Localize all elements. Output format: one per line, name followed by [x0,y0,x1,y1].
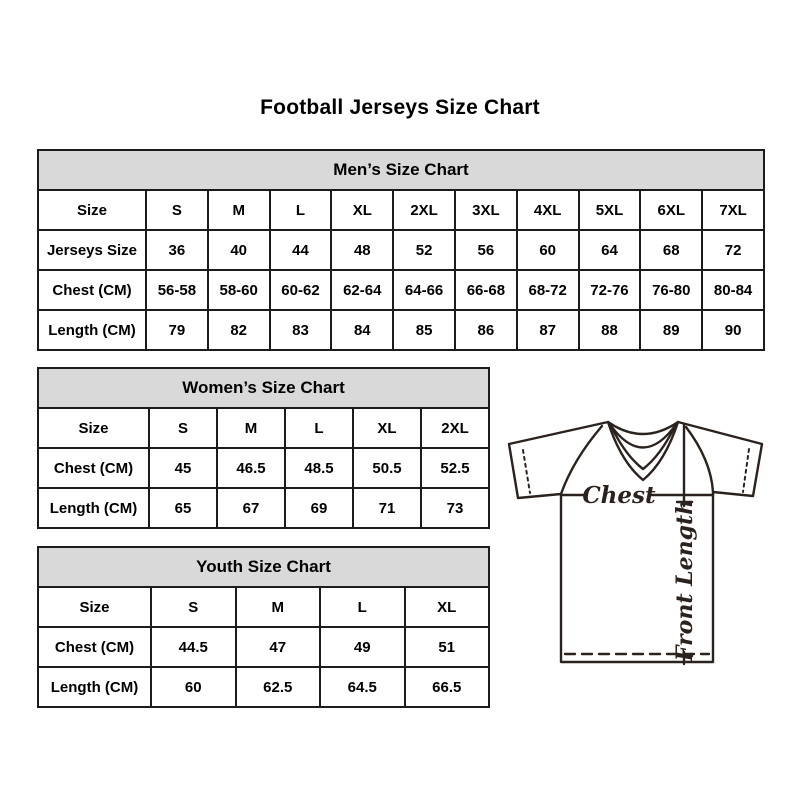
table-cell: 62.5 [236,667,321,707]
column-header: 2XL [393,190,455,230]
table-cell: 56 [455,230,517,270]
collar-band-line [609,423,677,448]
left-cuff-dashed-line [523,450,530,493]
table-cell: 60 [517,230,579,270]
column-header: M [217,408,285,448]
table-cell: 44 [270,230,332,270]
youth-size-chart-section [37,546,490,708]
table-cell: 65 [149,488,217,528]
table-cell: 44.5 [151,627,236,667]
column-header: L [320,587,405,627]
table-cell: 87 [517,310,579,350]
table-cell: 48.5 [285,448,353,488]
table-cell: 58-60 [208,270,270,310]
row-label: Chest (CM) [38,627,151,667]
table-cell: 68-72 [517,270,579,310]
table-cell: 68 [640,230,702,270]
table-cell: 46.5 [217,448,285,488]
table-cell: 49 [320,627,405,667]
right-cuff-dashed-line [743,449,749,492]
column-header: S [149,408,217,448]
row-label: Length (CM) [38,488,149,528]
column-header: XL [405,587,490,627]
table-row [38,627,489,667]
column-header: M [236,587,321,627]
table-row [38,230,764,270]
row-label: Jerseys Size [38,230,146,270]
row-label: Length (CM) [38,667,151,707]
jersey-icon [505,404,767,668]
table-cell: 72 [702,230,764,270]
column-header: XL [353,408,421,448]
table-cell: 66.5 [405,667,490,707]
table-row [38,310,764,350]
column-header: 4XL [517,190,579,230]
table-cell: 48 [331,230,393,270]
row-label: Size [38,587,151,627]
table-cell: 51 [405,627,490,667]
table-cell: 62-64 [331,270,393,310]
table-cell: 47 [236,627,321,667]
table-row [38,408,489,448]
front-length-label: Front Length [672,498,698,662]
row-label: Chest (CM) [38,270,146,310]
row-label: Chest (CM) [38,448,149,488]
table-cell: 64-66 [393,270,455,310]
table-cell: 64 [579,230,641,270]
table-cell: 60 [151,667,236,707]
table-cell: 88 [579,310,641,350]
page-title: Football Jerseys Size Chart [260,96,540,119]
table-header-row [38,150,764,190]
column-header: 2XL [421,408,489,448]
column-header: 7XL [702,190,764,230]
right-armhole-seam [686,427,713,492]
column-header: M [208,190,270,230]
table-cell: 67 [217,488,285,528]
table-cell: 60-62 [270,270,332,310]
row-label: Length (CM) [38,310,146,350]
column-header: XL [331,190,393,230]
table-row [38,190,764,230]
mens-table-title: Men’s Size Chart [38,150,764,190]
table-cell: 84 [331,310,393,350]
table-cell: 64.5 [320,667,405,707]
table-cell: 79 [146,310,208,350]
table-cell: 36 [146,230,208,270]
column-header: 3XL [455,190,517,230]
table-cell: 40 [208,230,270,270]
table-cell: 52 [393,230,455,270]
table-cell: 71 [353,488,421,528]
table-cell: 69 [285,488,353,528]
table-cell: 52.5 [421,448,489,488]
column-header: S [146,190,208,230]
column-header: 6XL [640,190,702,230]
table-cell: 86 [455,310,517,350]
table-cell: 45 [149,448,217,488]
table-cell: 80-84 [702,270,764,310]
table-header-row [38,368,489,408]
column-header: L [270,190,332,230]
table-cell: 66-68 [455,270,517,310]
table-row [38,448,489,488]
youth-size-table [37,546,490,708]
table-cell: 89 [640,310,702,350]
womens-table-title: Women’s Size Chart [38,368,489,408]
table-row [38,667,489,707]
table-cell: 82 [208,310,270,350]
table-cell: 73 [421,488,489,528]
table-cell: 85 [393,310,455,350]
chest-label: Chest [582,482,656,509]
table-cell: 90 [702,310,764,350]
jersey-measurement-diagram [505,404,767,668]
table-row [38,587,489,627]
collar-v-outer-line [608,422,678,480]
womens-size-table [37,367,490,529]
table-row [38,270,764,310]
row-label: Size [38,408,149,448]
table-header-row [38,547,489,587]
column-header: S [151,587,236,627]
column-header: 5XL [579,190,641,230]
mens-size-table [37,149,765,351]
jersey-outline [509,422,762,662]
table-cell: 83 [270,310,332,350]
row-label: Size [38,190,146,230]
column-header: L [285,408,353,448]
table-cell: 72-76 [579,270,641,310]
youth-table-title: Youth Size Chart [38,547,489,587]
womens-size-chart-section [37,367,490,529]
table-cell: 50.5 [353,448,421,488]
table-cell: 76-80 [640,270,702,310]
mens-size-chart-section [37,149,765,351]
table-row [38,488,489,528]
table-cell: 56-58 [146,270,208,310]
